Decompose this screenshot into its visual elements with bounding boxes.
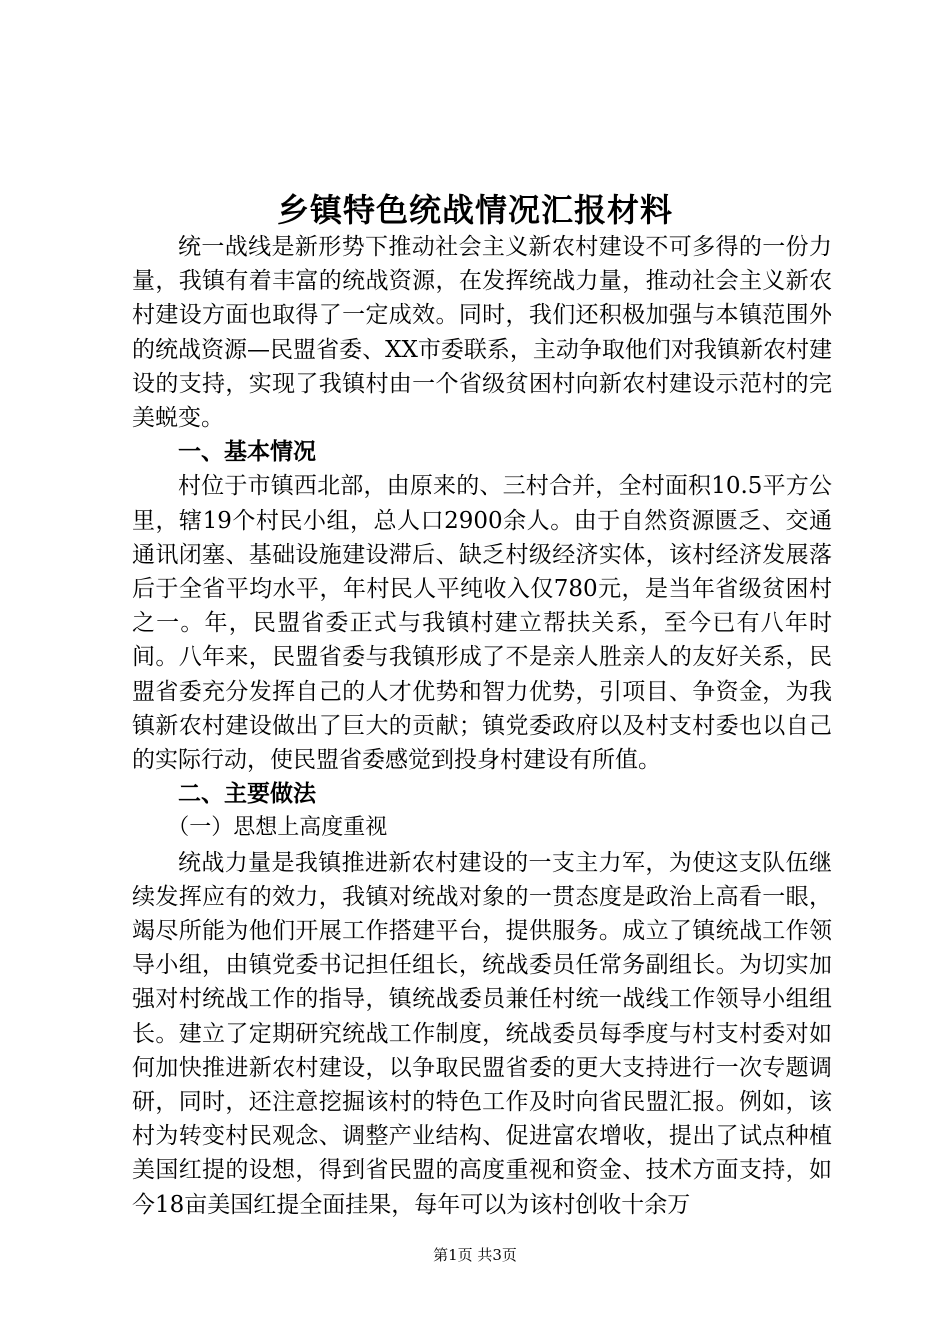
section-heading-basic-situation: 一、基本情况 xyxy=(178,439,316,466)
subsection-heading-ideological-attention: （一）思想上高度重视 xyxy=(167,815,388,841)
basic-situation-paragraph: 村位于市镇西北部，由原来的、三村合并，全村面积10.5平方公里，辖19个村民小组，总人口2900余人。由于自然资源匮乏、交通通讯闭塞、基础设施建设滞后、缺乏村级经济实体，该村经济发展落后于全省平均水平，年村民人平纯收入仅780元，是当年省级贫困村之一。年，民盟省委正式与我镇村建立帮扶关系，至今已有八年时间。八年来，民盟省委与我镇形成了不是亲人胜亲人的友好关系，民盟省委充分发挥自己的人才优势和智力优势，引项目、争资金，为我镇新农村建设做出了巨大的贡献；镇党委政府以及村支村委也以自己的实际行动，使民盟省委感觉到投身村建设有所值。 xyxy=(132,473,832,774)
document-title: 乡镇特色统战情况汇报材料 xyxy=(276,191,673,229)
document-body xyxy=(132,230,832,1222)
ideological-attention-paragraph: 统战力量是我镇推进新农村建设的一支主力军，为使这支队伍继续发挥应有的效力，我镇对统战对象的一贯态度是政治上高看一眼，竭尽所能为他们开展工作搭建平台，提供服务。成立了镇统战工作领导小组，由镇党委书记担任组长，统战委员任常务副组长。为切实加强对村统战工作的指导，镇统战委员兼任村统一战线工作领导小组组长。建立了定期研究统战工作制度，统战委员每季度与村支村委对如何加快推进新农村建设，以争取民盟省委的更大支持进行一次专题调研，同时，还注意挖掘该村的特色工作及时向省民盟汇报。例如，该村为转变村民观念、调整产业结构、促进富农增收，提出了试点种植美国红提的设想，得到省民盟的高度重视和资金、技术方面支持，如今18亩美国红提全面挂果，每年可以为该村创收十余万 xyxy=(132,849,832,1218)
intro-paragraph: 统一战线是新形势下推动社会主义新农村建设不可多得的一份力量，我镇有着丰富的统战资源，在发挥统战力量，推动社会主义新农村建设方面也取得了一定成效。同时，我们还积极加强与本镇范围外的统战资源—民盟省委、XX市委联系，主动争取他们对我镇新农村建设的支持，实现了我镇村由一个省级贫困村向新农村建设示范村的完美蜕变。 xyxy=(132,234,832,432)
section-heading-main-practices: 二、主要做法 xyxy=(178,781,316,808)
page-number-footer: 第1页 共3页 xyxy=(433,1246,517,1264)
